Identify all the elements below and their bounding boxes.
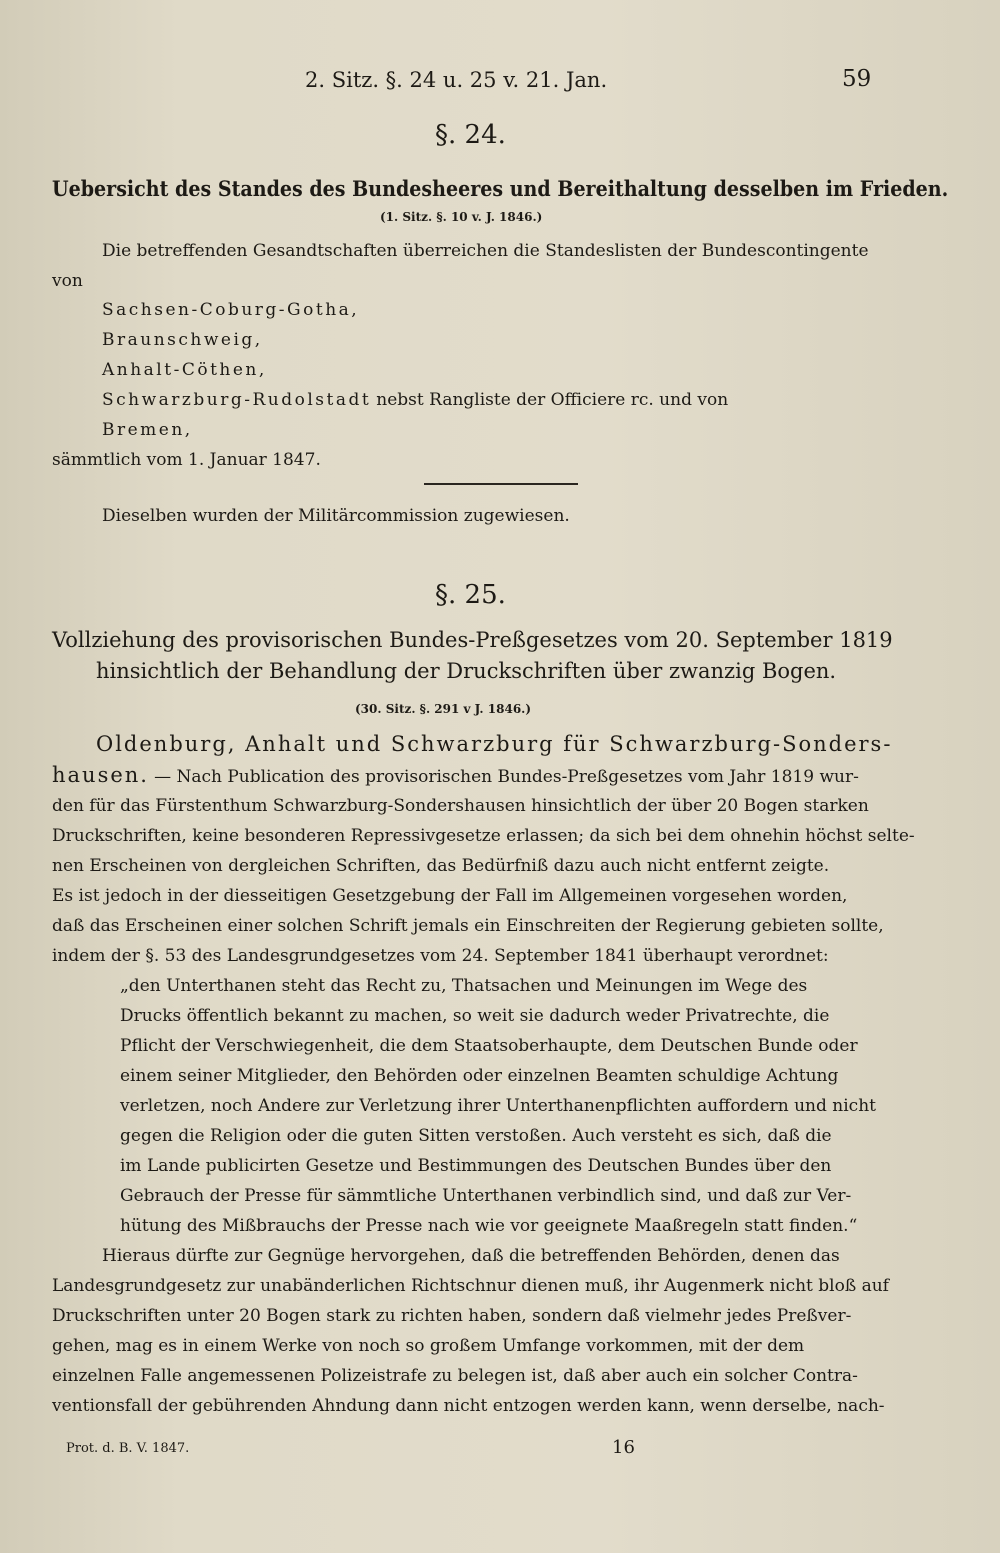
- lead-state-name: hausen.: [52, 763, 149, 787]
- running-head: 2. Sitz. §. 24 u. 25 v. 21. Jan.: [305, 68, 608, 92]
- section-25-title-line: hinsichtlich der Behandlung der Druckschriften über zwanzig Bogen.: [96, 659, 837, 683]
- closing-line: Druckschriften unter 20 Bogen stark zu richten haben, sondern daß vielmehr jedes Preßver-: [52, 1306, 852, 1326]
- printer-signature: Prot. d. B. V. 1847.: [66, 1441, 190, 1456]
- closing-line: Hieraus dürfte zur Gegnüge hervorgehen, daß die betreffenden Behörden, denen das: [102, 1246, 840, 1266]
- body-line: indem der §. 53 des Landesgrundgesetzes vom 24. September 1841 überhaupt verordnet:: [52, 946, 829, 966]
- state-list-item: Bremen,: [102, 420, 193, 440]
- quote-line: verletzen, noch Andere zur Verletzung ihrer Unterthanenpflichten auffordern und nicht: [120, 1096, 876, 1116]
- body-line: daß das Erscheinen einer solchen Schrift jemals ein Einschreiten der Regierung gebieten sollte,: [52, 916, 884, 936]
- state-annotation: nebst Rangliste der Officiere rc. und von: [376, 390, 729, 410]
- closing-line: einzelnen Falle angemessenen Polizeistrafe zu belegen ist, daß aber auch ein solcher Contra-: [52, 1366, 858, 1386]
- section-24-heading: §. 24.: [435, 120, 506, 150]
- body-line: nen Erscheinen von dergleichen Schriften, das Bedürfniß dazu auch nicht entfernt zeigte.: [52, 856, 830, 876]
- section-24-reference: (1. Sitz. §. 10 v. J. 1846.): [380, 210, 543, 224]
- section-24-referral: Dieselben wurden der Militärcommission zugewiesen.: [102, 506, 570, 526]
- quote-line: Drucks öffentlich bekannt zu machen, so weit sie dadurch weder Privatrechte, die: [120, 1006, 830, 1026]
- section-25-lead: Oldenburg, Anhalt und Schwarzburg für Schwarzburg-Sonders-: [96, 732, 893, 756]
- quote-line: einem seiner Mitglieder, den Behörden oder einzelnen Beamten schuldige Achtung: [120, 1066, 839, 1086]
- page-number: 59: [842, 66, 872, 92]
- quote-line: „den Unterthanen steht das Recht zu, Thatsachen und Meinungen im Wege des: [120, 976, 808, 996]
- body-line: Druckschriften, keine besonderen Repressivgesetze erlassen; da sich bei dem ohnehin höchst selte-: [52, 826, 915, 846]
- state-list-item: Anhalt-Cöthen,: [102, 360, 267, 380]
- closing-line: gehen, mag es in einem Werke von noch so großem Umfange vorkommen, mit der dem: [52, 1336, 805, 1356]
- section-25-reference: (30. Sitz. §. 291 v J. 1846.): [355, 702, 532, 716]
- section-24-intro: Die betreffenden Gesandtschaften überreichen die Standeslisten der Bundescontingente: [102, 241, 869, 261]
- section-25-title-line: Vollziehung des provisorischen Bundes-Preßgesetzes vom 20. September 1819: [52, 628, 893, 652]
- section-24-title: Uebersicht des Standes des Bundesheeres und Bereithaltung desselben im Frieden.: [52, 176, 949, 201]
- body-line: Es ist jedoch in der diesseitigen Gesetzgebung der Fall im Allgemeinen vorgesehen worden,: [52, 886, 848, 906]
- section-25-lead-line: [52, 763, 859, 787]
- quote-line: im Lande publicirten Gesetze und Bestimmungen des Deutschen Bundes über den: [120, 1156, 832, 1176]
- quote-line: Gebrauch der Presse für sämmtliche Unterthanen verbindlich sind, und daß zur Ver-: [120, 1186, 852, 1206]
- section-25-heading: §. 25.: [435, 580, 506, 610]
- body-line: den für das Fürstenthum Schwarzburg-Sondershausen hinsichtlich der über 20 Bogen starken: [52, 796, 869, 816]
- state-list-item: Sachsen-Coburg-Gotha,: [102, 300, 360, 320]
- closing-line: Landesgrundgesetz zur unabänderlichen Richtschnur dienen muß, ihr Augenmerk nicht bloß auf: [52, 1276, 889, 1296]
- closing-line: ventionsfall der gebührenden Ahndung dann nicht entzogen werden kann, wenn derselbe, nach-: [52, 1396, 885, 1416]
- section-24-date-line: sämmtlich vom 1. Januar 1847.: [52, 450, 321, 470]
- section-divider: [424, 483, 578, 485]
- state-list-item: Braunschweig,: [102, 330, 263, 350]
- body-line: — Nach Publication des provisorischen Bundes-Preßgesetzes vom Jahr 1819 wur-: [154, 767, 859, 787]
- state-name: Schwarzburg-Rudolstadt: [102, 390, 372, 410]
- section-24-intro-von: von: [52, 271, 83, 291]
- quote-line: hütung des Mißbrauchs der Presse nach wie vor geeignete Maaßregeln statt finden.“: [120, 1216, 858, 1236]
- state-list-item-schwarzburg: [102, 390, 728, 410]
- quote-line: gegen die Religion oder die guten Sitten verstoßen. Auch versteht es sich, daß die: [120, 1126, 832, 1146]
- sheet-folio: 16: [612, 1437, 635, 1458]
- quote-line: Pflicht der Verschwiegenheit, die dem Staatsoberhaupte, dem Deutschen Bunde oder: [120, 1036, 858, 1056]
